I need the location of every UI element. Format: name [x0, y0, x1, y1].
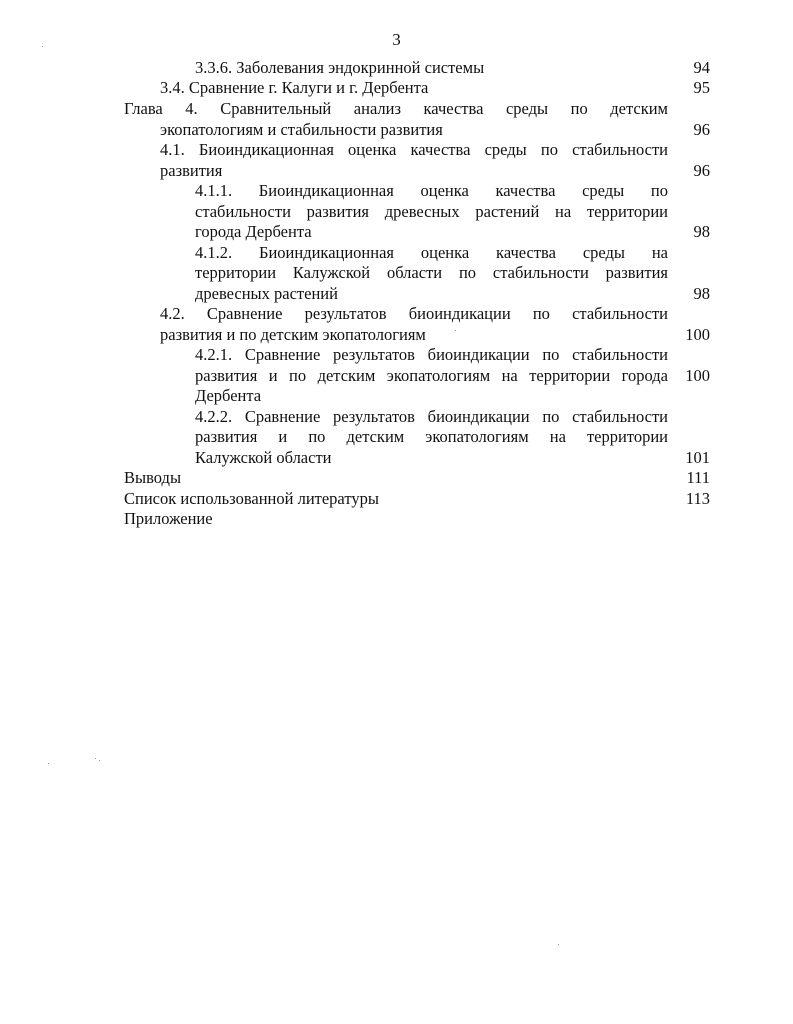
toc-entry-text: 4.2. Сравнение результатов биоиндикации по стабильности [160, 304, 668, 323]
toc-page-number: 100 [685, 324, 710, 344]
toc-entry-3-4 [160, 78, 490, 99]
toc-entry-text: 4.1.2. Биоиндикационная оценка качества среды на [195, 242, 668, 262]
scan-speck [95, 758, 96, 759]
toc-entry-text: Калужской области [195, 447, 332, 467]
toc-entry-text: Список использованной литературы [124, 488, 379, 508]
toc-entry-4-1-2 [195, 243, 668, 305]
toc-entry-4-1-1 [195, 181, 668, 243]
scan-speck [99, 760, 100, 761]
toc-entry-text: территории Калужской области по стабильности развития [195, 263, 668, 282]
scan-speck [558, 944, 559, 945]
toc-entry-text: экопатологиям и стабильности развития [160, 119, 443, 139]
toc-entry-text: развития и по детским экопатологиям на территории города [195, 365, 668, 385]
toc-entry-text: развития [160, 160, 223, 180]
toc-entry-text: Выводы [124, 468, 182, 487]
toc-entry-text: 4.1.1. Биоиндикационная оценка качества среды по [195, 181, 668, 200]
scan-speck [455, 330, 456, 331]
toc-entry-4-1 [160, 140, 668, 181]
toc-page-number: 94 [693, 58, 710, 77]
toc-entry-text: Приложение [124, 509, 213, 528]
toc-entry-4-2-1 [195, 345, 668, 407]
toc-entry-text: развития и по детским экопатологиям [160, 324, 426, 344]
toc-entry-text: 3.4. Сравнение г. Калуги и г. Дербента [160, 78, 429, 97]
toc-page-number: 113 [685, 488, 710, 508]
toc-entry-references [124, 489, 444, 510]
toc-entry-chapter-4-cont [160, 120, 668, 141]
toc-page-number: 96 [693, 160, 710, 180]
toc-entry-text: 4.2.2. Сравнение результатов биоиндикации по стабильности [195, 406, 668, 426]
scan-speck [48, 763, 49, 764]
toc-page-number: 96 [693, 119, 710, 139]
toc-entry-text: Дербента [195, 386, 262, 405]
toc-entry-text: 4.1. Биоиндикационная оценка качества среды по стабильности [160, 140, 668, 159]
toc-entry-text: города Дербента [195, 222, 312, 241]
scan-speck [42, 46, 43, 47]
toc-entry-text: 4.2.1. Сравнение результатов биоиндикации по стабильности [195, 345, 668, 364]
toc-entry-text: Глава 4. Сравнительный анализ качества среды по детским [124, 99, 668, 118]
toc-page-number: 98 [693, 283, 710, 303]
toc-entry-text: стабильности развития древесных растений на территории [195, 201, 668, 221]
toc-entry-text: развития и по детским экопатологиям на территории [195, 427, 668, 446]
toc-entry-chapter-4 [124, 99, 668, 120]
toc-page-number: 95 [693, 78, 710, 97]
page-number: 3 [392, 30, 401, 49]
toc-page-number: 98 [693, 222, 710, 241]
toc-entry-conclusions [124, 468, 424, 489]
toc-entry-3-3-6 [195, 58, 525, 79]
toc-page-number: 111 [686, 468, 710, 487]
toc-entry-text: древесных растений [195, 283, 338, 303]
toc-page-number: 101 [685, 447, 710, 467]
toc-entry-appendix [124, 509, 424, 530]
toc-entry-4-2 [160, 304, 668, 345]
toc-page-number: 100 [685, 365, 710, 385]
toc-entry-text: 3.3.6. Заболевания эндокринной системы [195, 58, 485, 77]
toc-entry-4-2-2 [195, 407, 668, 469]
